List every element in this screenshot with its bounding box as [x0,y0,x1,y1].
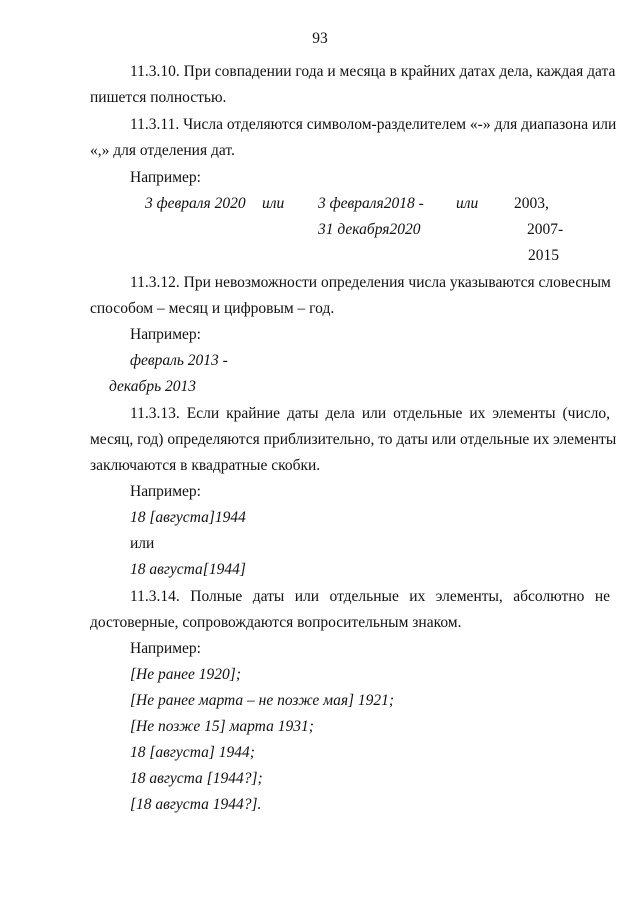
page-number: 93 [312,30,328,47]
paragraph-11-3-13-line-2: месяц, год) определяются приблизительно, то даты или отдельные их элементы [90,431,617,448]
example-1-date-single: 3 февраля 2020 [145,195,246,212]
paragraph-11-3-14-line-1: 11.3.14. Полные даты или отдельные их элементы, абсолютно не [130,588,610,605]
example-3-line-1: 18 [августа]1944 [130,509,246,526]
example-4-item: [18 августа 1944?]. [130,796,262,813]
example-1-or-2: или [456,195,479,212]
example-2-line-2: декабрь 2013 [109,378,196,395]
example-4-item: 18 [августа] 1944; [130,744,255,761]
example-4-item: 18 августа [1944?]; [130,770,263,787]
paragraph-11-3-11-line-2: «,» для отделения дат. [90,142,235,159]
paragraph-11-3-12-line-1: 11.3.12. При невозможности определения числа указываются словесным [130,274,611,291]
example-1-or-1: или [262,195,285,212]
example-4-item: [Не позже 15] марта 1931; [130,718,314,735]
paragraph-11-3-14-line-2: достоверные, сопровождаются вопросительным знаком. [90,614,462,631]
paragraph-11-3-12-line-2: способом – месяц и цифровым – год. [90,300,335,317]
example-2-line-1: февраль 2013 - [130,352,228,369]
paragraph-11-3-13-line-3: заключаются в квадратные скобки. [90,457,321,474]
example-1-list-line-1: 2003, [514,195,549,212]
paragraph-11-3-11-line-1: 11.3.11. Числа отделяются символом-разделителем «-» для диапазона или [130,116,617,133]
example-1-range-line-1: 3 февраля2018 - [318,195,424,212]
example-1-list-line-2: 2007- [527,221,564,238]
example-1-range-line-2: 31 декабря2020 [318,221,421,238]
example-3-line-2: 18 августа[1944] [130,561,246,578]
paragraph-11-3-10-line-2: пишется полностью. [90,89,227,106]
example-label: Например: [130,640,201,657]
example-1-list-line-3: 2015 [528,247,559,264]
paragraph-11-3-13-line-1: 11.3.13. Если крайние даты дела или отдельные их элементы (число, [130,405,610,422]
example-label: Например: [130,483,201,500]
example-3-or: или [130,535,155,552]
example-4-item: [Не ранее марта – не позже мая] 1921; [130,692,395,709]
example-4-item: [Не ранее 1920]; [130,666,241,683]
example-label: Например: [130,169,201,186]
paragraph-11-3-10-line-1: 11.3.10. При совпадении года и месяца в крайних датах дела, каждая дата [130,63,616,80]
example-label: Например: [130,326,201,343]
